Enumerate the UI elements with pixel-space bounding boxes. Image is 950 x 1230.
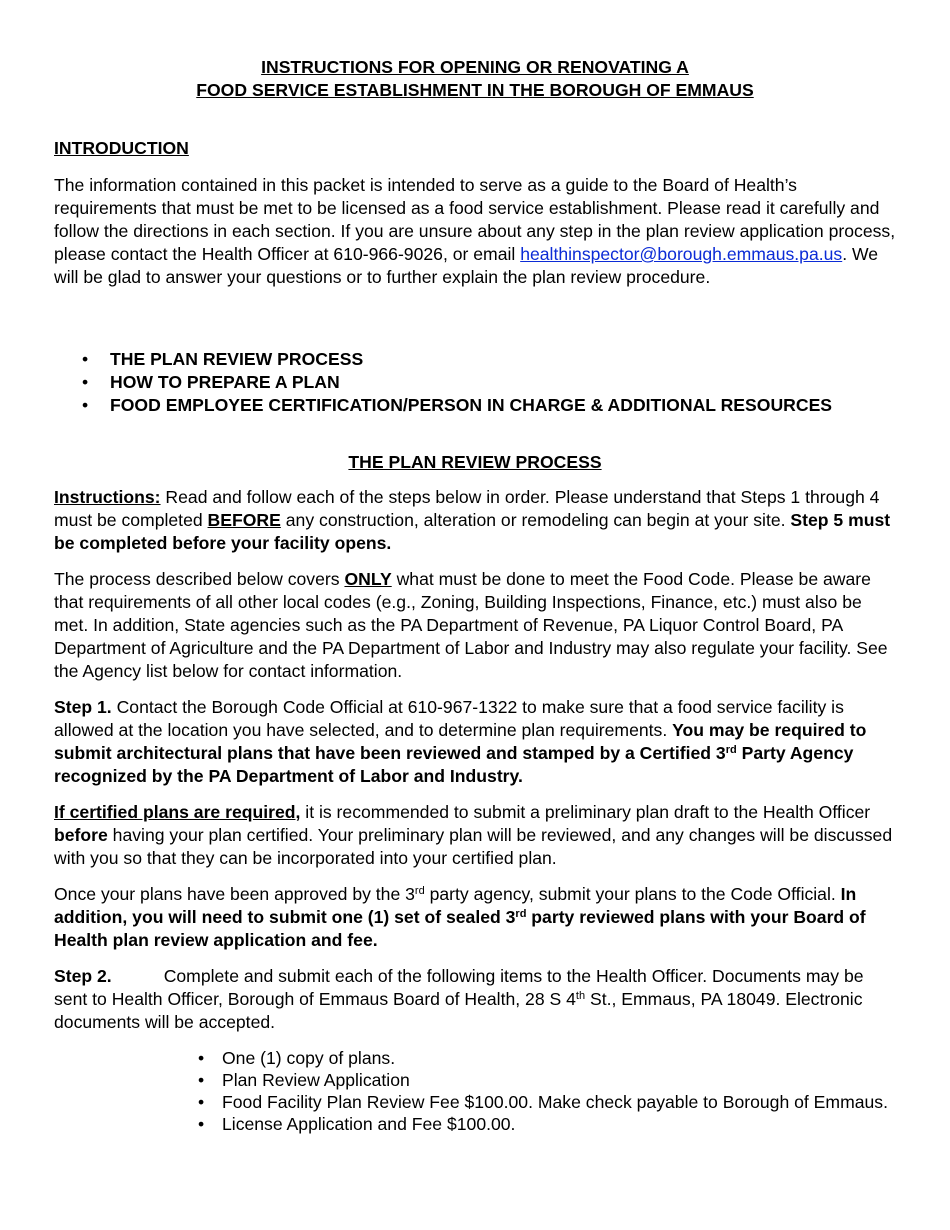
certified-plans-paragraph xyxy=(54,801,899,870)
approved-text-2: party agency, submit your plans to the Code Official. xyxy=(424,884,841,904)
list-item: • One (1) copy of plans. xyxy=(194,1047,894,1069)
intro-text-1: The information contained in this packet is intended to serve as a guide to the Board of Health’s requirements that must be met to be licensed as a food service establishment. Please read it carefully and follow the directions in each section. If you are unsure about any step in the plan review application process, please contact the Health Officer at 610-966-9026, or email xyxy=(54,175,896,264)
approved-text-1: Once your plans have been approved by the 3 xyxy=(54,884,415,904)
step-1-superscript: rd xyxy=(725,744,737,756)
instructions-before-emphasis: BEFORE xyxy=(207,510,281,530)
instructions-paragraph xyxy=(54,486,899,555)
approved-superscript-2: rd xyxy=(515,908,527,920)
health-inspector-email-link[interactable]: healthinspector@borough.emmaus.pa.us xyxy=(520,244,843,264)
document-title xyxy=(0,56,950,102)
certified-plans-label: If certified plans are required, xyxy=(54,802,301,822)
step-2-paragraph xyxy=(54,965,899,1034)
step-2-superscript: th xyxy=(575,990,586,1002)
list-item: • License Application and Fee $100.00. xyxy=(194,1113,894,1135)
process-text-2: what must be done to meet the Food Code. Please be aware that requirements of all other local codes (e.g., Zoning, Building Inspections, Finance, etc.) must also be met. In addition, State agencies such as the PA Department of Revenue, PA Liquor Control Board, PA Department of Agriculture and the PA Department of Labor and Industry may also regulate your facility. See the Agency list below for contact information. xyxy=(54,569,888,681)
step-2-text-1: Complete and submit each of the following items to the Health Officer. Documents may be sent to Health Officer, Borough of Emmaus Board of Health, 28 S 4 xyxy=(54,966,864,1009)
approved-plans-paragraph xyxy=(54,883,899,952)
instructions-text-1: Read and follow each of the steps below in order. Please understand that Steps 1 through 4 must be completed xyxy=(54,487,880,530)
certified-text-2: having your plan certified. Your preliminary plan will be reviewed, and any changes will be discussed with you so that they can be incorporated into your certified plan. xyxy=(54,825,893,868)
step-1-bold-2: Party Agency recognized by the PA Department of Labor and Industry. xyxy=(54,743,854,786)
introduction-paragraph xyxy=(54,174,899,289)
instructions-label: Instructions: xyxy=(54,487,161,507)
instructions-text-2: any construction, alteration or remodeling can begin at your site. xyxy=(280,510,791,530)
introduction-heading: INTRODUCTION xyxy=(54,138,189,158)
intro-text-2: . We will be glad to answer your questions or to further explain the plan review procedure. xyxy=(54,244,879,287)
title-line-1: INSTRUCTIONS FOR OPENING OR RENOVATING A xyxy=(261,57,689,77)
approved-bold-2: party reviewed plans with your Board of Health plan review application and fee. xyxy=(54,907,866,950)
process-paragraph xyxy=(54,568,899,683)
approved-bold-1: In addition, you will need to submit one (1) set of sealed 3 xyxy=(54,884,857,927)
title-line-2: FOOD SERVICE ESTABLISHMENT IN THE BOROUGH OF EMMAUS xyxy=(196,80,754,100)
list-item: • Food Facility Plan Review Fee $100.00. Make check payable to Borough of Emmaus. xyxy=(194,1091,894,1113)
step-2-items-list xyxy=(194,1047,894,1135)
contents-item: • FOOD EMPLOYEE CERTIFICATION/PERSON IN CHARGE & ADDITIONAL RESOURCES xyxy=(54,394,832,417)
list-item: • Plan Review Application xyxy=(194,1069,894,1091)
step-1-text: Contact the Borough Code Official at 610-967-1322 to make sure that a food service facility is allowed at the location you have selected, and to determine plan requirements. xyxy=(54,697,844,740)
certified-before-emphasis: before xyxy=(54,825,108,845)
contents-list xyxy=(54,348,832,417)
instructions-step5-note: Step 5 must be completed before your facility opens. xyxy=(54,510,891,553)
process-text-1: The process described below covers xyxy=(54,569,345,589)
process-only-emphasis: ONLY xyxy=(344,569,392,589)
step-1-paragraph xyxy=(54,696,899,788)
certified-text-1: it is recommended to submit a preliminary plan draft to the Health Officer xyxy=(300,802,871,822)
step-2-text-2: St., Emmaus, PA 18049. Electronic documents will be accepted. xyxy=(54,989,863,1032)
step-1-label: Step 1. xyxy=(54,697,112,717)
contents-item: • THE PLAN REVIEW PROCESS xyxy=(54,348,832,371)
step-2-label: Step 2. xyxy=(54,966,112,986)
contents-item: • HOW TO PREPARE A PLAN xyxy=(54,371,832,394)
approved-superscript-1: rd xyxy=(414,885,425,897)
plan-review-heading: THE PLAN REVIEW PROCESS xyxy=(348,452,602,472)
step-1-bold-1: You may be required to submit architectural plans that have been reviewed and stamped by a Certified 3 xyxy=(54,720,867,763)
